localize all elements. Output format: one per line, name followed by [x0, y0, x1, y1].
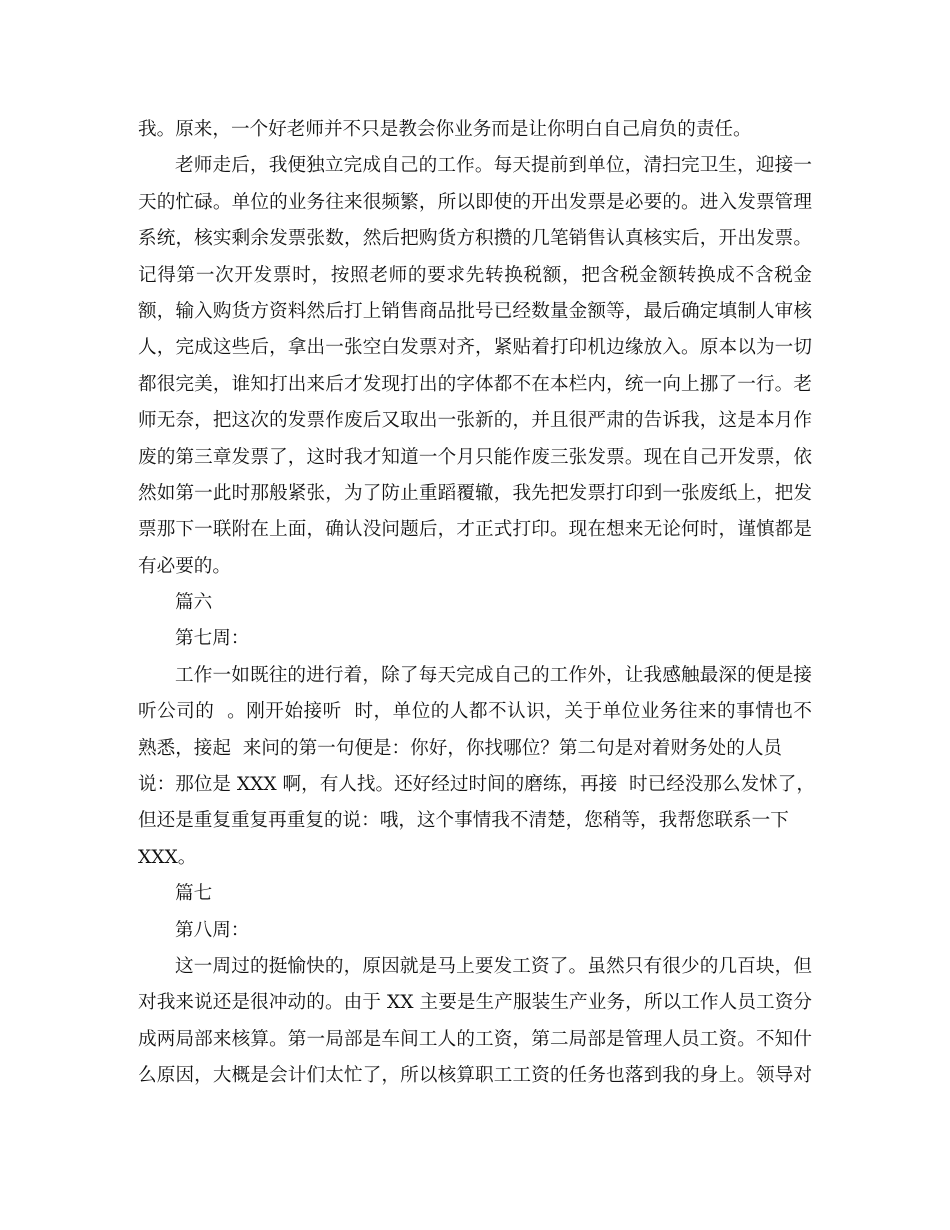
document-page [138, 112, 815, 1095]
text-line: 篇六 [175, 592, 213, 614]
text-line: 第八周： [175, 919, 250, 941]
text-line: 师无奈，把这次的发票作废后又取出一张新的，并且很严肃的告诉我，这是本月作 [138, 410, 812, 432]
text-line: 记得第一次开发票时，按照老师的要求先转换税额，把含税金额转换成不含税金 [138, 264, 812, 286]
text-line: 么原因，大概是会计们太忙了，所以核算职工工资的任务也落到我的身上。领导对 [138, 1065, 812, 1087]
text-line: 工作一如既往的进行着，除了每天完成自己的工作外，让我感触最深的便是接 [175, 664, 812, 686]
text-line: 额，输入购货方资料然后打上销售商品批号已经数量金额等，最后确定填制人审核 [138, 300, 812, 322]
text-line: 第七周： [175, 628, 250, 650]
text-line: 然如第一此时那般紧张，为了防止重蹈覆辙，我先把发票打印到一张废纸上，把发 [138, 482, 812, 504]
text-line: 这一周过的挺愉快的，原因就是马上要发工资了。虽然只有很少的几百块，但 [175, 955, 812, 977]
text-line: 天的忙碌。单位的业务往来很频繁，所以即使的开出发票是必要的。进入发票管理 [138, 191, 812, 213]
text-line: 老师走后，我便独立完成自己的工作。每天提前到单位，清扫完卫生，迎接一 [175, 155, 812, 177]
text-line: 但还是重复重复再重复的说：哦，这个事情我不清楚，您稍等，我帮您联系一下 [138, 810, 789, 832]
text-line: 我。原来，一个好老师并不只是教会你业务而是让你明白自己肩负的责任。 [138, 119, 752, 140]
text-line: 废的第三章发票了，这时我才知道一个月只能作废三张发票。现在自己开发票，依 [138, 446, 812, 468]
text-line: 听公司的 。刚开始接听 时，单位的人都不认识，关于单位业务往来的事情也不 [138, 701, 812, 723]
text-line: 篇七 [175, 883, 213, 905]
text-line: 熟悉，接起 来问的第一句便是：你好，你找哪位？第二句是对着财务处的人员 [138, 737, 783, 759]
text-line: XXX。 [138, 846, 197, 868]
text-line: 系统，核实剩余发票张数，然后把购货方积攒的几笔销售认真核实后，开出发票。 [138, 228, 812, 250]
text-line: 有必要的。 [138, 555, 231, 577]
text-line: 人，完成这些后，拿出一张空白发票对齐，紧贴着打印机边缘放入。原本以为一切 [138, 337, 812, 359]
text-line: 票那下一联附在上面，确认没问题后，才正式打印。现在想来无论何时，谨慎都是 [138, 519, 812, 541]
text-line: 都很完美，谁知打出来后才发现打出的字体都不在本栏内，统一向上挪了一行。老 [138, 373, 812, 395]
text-line: 说：那位是 XXX 啊，有人找。还好经过时间的磨练，再接 时已经没那么发怵了， [138, 774, 815, 796]
text-line: 对我来说还是很冲动的。由于 XX 主要是生产服装生产业务，所以工作人员工资分 [138, 992, 812, 1014]
text-line: 成两局部来核算。第一局部是车间工人的工资，第二局部是管理人员工资。不知什 [138, 1028, 812, 1050]
